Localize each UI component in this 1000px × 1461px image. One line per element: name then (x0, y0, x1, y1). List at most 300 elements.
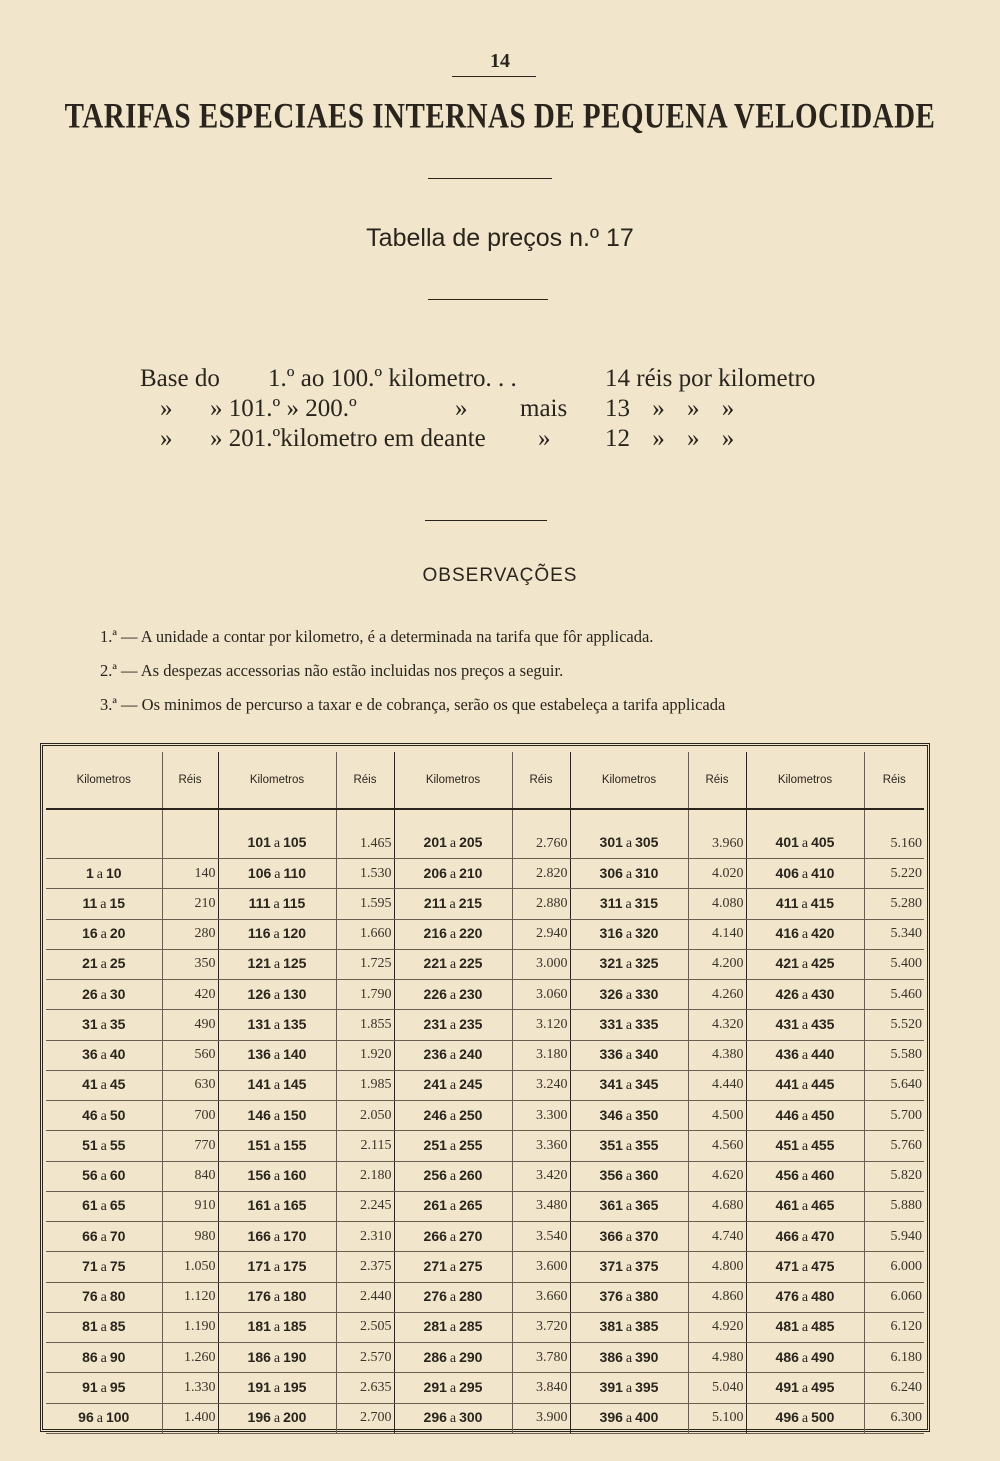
km-to: 105 (283, 834, 307, 850)
km-connector: a (449, 1259, 457, 1275)
km-from: 121 (247, 955, 271, 972)
km-connector: a (96, 866, 103, 882)
km-to: 70 (109, 1227, 126, 1244)
reis-cell: 490 (162, 1010, 218, 1040)
km-from: 431 (775, 1015, 799, 1032)
km-range-cell (394, 1343, 512, 1373)
reis-cell: 1.330 (162, 1373, 218, 1403)
km-connector: a (801, 1138, 809, 1154)
km-to: 60 (109, 1167, 126, 1184)
km-range-cell (46, 1040, 162, 1070)
km-from: 381 (599, 1318, 623, 1335)
reis-cell: 700 (162, 1101, 218, 1131)
km-from: 181 (247, 1318, 271, 1335)
km-from: 396 (599, 1409, 623, 1426)
km-to: 165 (283, 1197, 307, 1214)
km-to: 155 (283, 1136, 307, 1153)
km-range-cell (746, 1191, 864, 1221)
km-from: 296 (423, 1409, 447, 1426)
km-range-cell (218, 980, 336, 1010)
km-to: 395 (635, 1378, 659, 1395)
km-range-cell (46, 1131, 162, 1161)
km-connector: a (273, 836, 281, 851)
km-from: 311 (599, 894, 623, 911)
km-range-cell (218, 1070, 336, 1100)
km-from: 246 (423, 1106, 447, 1123)
km-range-cell (46, 1252, 162, 1282)
km-from: 216 (423, 925, 447, 942)
reis-cell: 2.820 (512, 859, 570, 889)
km-to: 35 (109, 1015, 126, 1032)
column-header-kilometros: Kilometros (746, 752, 864, 809)
km-range-cell (394, 1282, 512, 1312)
km-connector: a (273, 1078, 281, 1094)
km-to: 50 (109, 1106, 126, 1123)
column-header-reis: Réis (336, 752, 394, 809)
table-row (46, 1282, 924, 1312)
reis-cell: 1.920 (336, 1040, 394, 1070)
km-range-cell (746, 949, 864, 979)
km-to: 160 (283, 1167, 307, 1184)
km-to: 170 (283, 1227, 307, 1244)
km-range-cell (394, 1101, 512, 1131)
reis-cell: 5.460 (864, 980, 924, 1010)
km-to: 150 (283, 1106, 307, 1123)
km-from: 276 (423, 1288, 447, 1305)
km-to: 30 (109, 985, 126, 1002)
km-from: 336 (599, 1046, 623, 1063)
reis-cell: 2.440 (336, 1282, 394, 1312)
reis-cell: 3.600 (512, 1252, 570, 1282)
km-range-cell (570, 1040, 688, 1070)
km-from: 366 (599, 1227, 623, 1244)
km-from: 151 (247, 1136, 271, 1153)
reis-cell: 5.280 (864, 889, 924, 919)
km-connector: a (801, 866, 809, 882)
km-from: 166 (247, 1227, 271, 1244)
km-to: 25 (109, 955, 126, 972)
km-connector: a (625, 1169, 633, 1185)
column-header-kilometros: Kilometros (394, 752, 512, 809)
table-row (46, 949, 924, 979)
reis-cell: 3.960 (688, 809, 746, 859)
km-range-cell (394, 1040, 512, 1070)
km-range-cell (746, 809, 864, 859)
km-to: 445 (811, 1076, 835, 1093)
km-to: 220 (459, 925, 483, 942)
observations-title: OBSERVAÇÕES (422, 565, 578, 586)
reis-cell: 3.540 (512, 1222, 570, 1252)
reis-cell: 2.940 (512, 919, 570, 949)
km-range-cell (746, 1101, 864, 1131)
km-to: 80 (109, 1288, 126, 1305)
km-from: 36 (82, 1046, 98, 1063)
km-connector: a (274, 866, 281, 882)
km-range-cell (46, 1282, 162, 1312)
km-connector: a (449, 896, 456, 912)
base-range: » 101.º » 200.º (210, 395, 357, 422)
reis-cell: 6.300 (864, 1403, 924, 1433)
km-connector: a (449, 957, 457, 973)
km-from: 416 (775, 925, 799, 942)
reis-cell: 1.190 (162, 1312, 218, 1342)
base-rate: 13 » » » (605, 395, 735, 422)
reis-cell: 1.465 (336, 809, 394, 859)
km-connector: a (100, 1017, 107, 1033)
km-range-cell (746, 1070, 864, 1100)
km-range-cell (46, 1161, 162, 1191)
base-rate: 14 réis por kilometro (605, 365, 816, 392)
km-range-cell (570, 889, 688, 919)
km-from: 156 (247, 1167, 271, 1184)
km-to: 215 (458, 894, 483, 911)
km-connector: a (625, 1048, 633, 1064)
km-range-cell (394, 809, 512, 859)
km-range-cell (746, 1040, 864, 1070)
km-range-cell (218, 1403, 336, 1433)
km-connector: a (100, 1380, 107, 1396)
reis-cell: 5.220 (864, 859, 924, 889)
reis-cell: 3.840 (512, 1373, 570, 1403)
km-connector: a (625, 957, 633, 973)
km-to: 415 (810, 894, 835, 911)
km-to: 270 (459, 1227, 483, 1244)
km-connector: a (801, 1169, 809, 1185)
reis-cell: 4.200 (688, 949, 746, 979)
km-connector: a (449, 1320, 457, 1336)
table-row (46, 1070, 924, 1100)
km-from: 91 (82, 1378, 98, 1395)
reis-cell: 4.080 (688, 889, 746, 919)
km-to: 295 (459, 1378, 483, 1395)
column-header-reis: Réis (688, 752, 746, 809)
km-range-cell (394, 889, 512, 919)
km-to: 235 (459, 1015, 483, 1032)
km-connector: a (449, 1229, 457, 1245)
reis-cell: 1.400 (162, 1403, 218, 1433)
km-from: 271 (423, 1257, 447, 1274)
page-number-rule (452, 76, 536, 77)
km-to: 225 (459, 955, 483, 972)
km-from: 411 (775, 894, 799, 911)
km-range-cell (218, 1343, 336, 1373)
km-from: 321 (599, 955, 623, 972)
km-to: 300 (459, 1409, 483, 1426)
reis-cell: 1.530 (336, 859, 394, 889)
km-to: 440 (811, 1046, 835, 1063)
km-connector: a (273, 1320, 281, 1336)
km-connector: a (273, 957, 281, 973)
divider (425, 520, 547, 521)
km-connector: a (625, 836, 633, 851)
km-connector: a (625, 927, 633, 943)
km-to: 465 (811, 1197, 835, 1214)
reis-cell: 3.900 (512, 1403, 570, 1433)
km-range-cell (746, 1161, 864, 1191)
km-from: 211 (423, 894, 447, 911)
km-connector: a (273, 1380, 281, 1396)
km-range-cell (570, 859, 688, 889)
km-from: 26 (82, 985, 98, 1002)
reis-cell: 3.000 (512, 949, 570, 979)
column-header-kilometros: Kilometros (218, 752, 336, 809)
km-connector: a (625, 1138, 633, 1154)
reis-cell: 6.180 (864, 1343, 924, 1373)
reis-cell: 1.855 (336, 1010, 394, 1040)
km-range-cell (46, 919, 162, 949)
reis-cell: 2.760 (512, 809, 570, 859)
km-range-cell (394, 1312, 512, 1342)
km-range-cell (570, 1191, 688, 1221)
km-from: 346 (599, 1106, 623, 1123)
km-connector: a (801, 957, 809, 973)
km-from: 51 (82, 1136, 98, 1153)
km-from: 386 (599, 1348, 623, 1365)
reis-cell: 420 (162, 980, 218, 1010)
km-range-cell (746, 889, 864, 919)
tariff-table (46, 752, 924, 1434)
km-connector: a (801, 1380, 809, 1396)
km-to: 360 (635, 1167, 659, 1184)
km-range-cell (570, 809, 688, 859)
base-range: » 201.ºkilometro em deante (210, 425, 486, 452)
km-connector: a (449, 987, 457, 1003)
reis-cell: 5.880 (864, 1191, 924, 1221)
km-to: 125 (283, 955, 307, 972)
km-to: 140 (283, 1046, 307, 1063)
km-to: 75 (109, 1257, 126, 1274)
reis-cell: 4.020 (688, 859, 746, 889)
km-range-cell (570, 1222, 688, 1252)
km-connector: a (625, 1350, 633, 1366)
km-from: 141 (247, 1076, 271, 1093)
km-to: 485 (811, 1318, 835, 1335)
table-row (46, 980, 924, 1010)
km-to: 350 (635, 1106, 659, 1123)
divider (428, 178, 552, 179)
km-connector: a (100, 927, 107, 943)
km-from: 41 (82, 1076, 98, 1093)
km-from: 446 (775, 1106, 799, 1123)
km-to: 250 (459, 1106, 483, 1123)
reis-cell: 210 (162, 889, 218, 919)
reis-cell: 4.680 (688, 1191, 746, 1221)
km-range-cell (570, 1403, 688, 1433)
km-to: 325 (635, 955, 659, 972)
observation-item: 1.ª — A unidade a contar por kilometro, é a determinada na tarifa que fôr applicada. (100, 627, 654, 646)
km-connector: a (625, 1290, 633, 1306)
km-connector: a (449, 1350, 457, 1366)
km-from: 291 (423, 1378, 447, 1395)
km-range-cell (218, 1312, 336, 1342)
km-to: 380 (635, 1288, 659, 1305)
km-from: 261 (423, 1197, 447, 1214)
km-from: 301 (599, 834, 623, 850)
km-from: 86 (82, 1348, 98, 1365)
reis-cell: 840 (162, 1161, 218, 1191)
reis-cell: 3.480 (512, 1191, 570, 1221)
table-row (46, 1343, 924, 1373)
km-to: 120 (282, 925, 307, 942)
km-from: 76 (82, 1288, 98, 1305)
reis-cell: 3.780 (512, 1343, 570, 1373)
km-range-cell (218, 1010, 336, 1040)
reis-cell: 5.640 (864, 1070, 924, 1100)
km-connector: a (449, 836, 457, 851)
table-row (46, 1101, 924, 1131)
km-from: 231 (423, 1015, 447, 1032)
km-range-cell (218, 1373, 336, 1403)
km-connector: a (273, 1138, 281, 1154)
reis-cell: 5.340 (864, 919, 924, 949)
km-from: 106 (247, 864, 272, 881)
km-connector: a (449, 1108, 457, 1124)
km-to: 470 (811, 1227, 835, 1244)
km-to: 55 (109, 1136, 126, 1153)
km-connector: a (273, 1017, 281, 1033)
reis-cell: 3.300 (512, 1101, 570, 1131)
km-range-cell (570, 919, 688, 949)
column-header-reis: Réis (512, 752, 570, 809)
table-row (46, 1403, 924, 1433)
km-from: 131 (247, 1015, 271, 1032)
km-from: 201 (423, 834, 447, 850)
km-from: 56 (82, 1167, 98, 1184)
km-to: 65 (109, 1197, 126, 1214)
km-range-cell (218, 1161, 336, 1191)
reis-cell: 4.140 (688, 919, 746, 949)
km-to: 315 (634, 894, 659, 911)
km-from: 46 (82, 1106, 98, 1123)
ditto-mark: » (160, 425, 173, 452)
km-from: 61 (82, 1197, 98, 1214)
km-connector: a (100, 1290, 107, 1306)
km-to: 355 (635, 1136, 659, 1153)
km-connector: a (801, 1229, 809, 1245)
km-range-cell (570, 949, 688, 979)
reis-cell: 2.635 (336, 1373, 394, 1403)
km-connector: a (449, 1169, 457, 1185)
km-connector: a (449, 927, 457, 943)
km-connector: a (273, 1259, 281, 1275)
reis-cell: 5.580 (864, 1040, 924, 1070)
km-range-cell (218, 949, 336, 979)
reis-cell: 1.260 (162, 1343, 218, 1373)
km-to: 15 (109, 894, 126, 911)
km-from: 251 (423, 1136, 447, 1153)
km-connector: a (625, 1108, 633, 1124)
km-range-cell (218, 1101, 336, 1131)
reis-cell: 3.240 (512, 1070, 570, 1100)
km-connector: a (96, 1411, 103, 1427)
reis-cell: 1.660 (336, 919, 394, 949)
km-range-cell (218, 1282, 336, 1312)
km-to: 305 (635, 834, 659, 850)
km-from: 221 (423, 955, 447, 972)
km-to: 475 (811, 1257, 835, 1274)
km-from: 401 (775, 834, 799, 850)
km-connector: a (801, 1017, 809, 1033)
km-from: 456 (775, 1167, 799, 1184)
km-to: 240 (459, 1046, 483, 1063)
ditto-mark: » (538, 425, 551, 452)
km-connector: a (449, 1138, 457, 1154)
km-to: 375 (635, 1257, 659, 1274)
km-from: 331 (599, 1015, 623, 1032)
km-to: 275 (459, 1257, 483, 1274)
km-range-cell (746, 1131, 864, 1161)
km-from: 136 (247, 1046, 271, 1063)
km-to: 320 (635, 925, 659, 942)
reis-cell: 5.040 (688, 1373, 746, 1403)
km-from: 266 (423, 1227, 447, 1244)
reis-cell: 3.720 (512, 1312, 570, 1342)
base-rate: 12 » » » (605, 425, 735, 452)
km-range-cell (46, 859, 162, 889)
km-range-cell (746, 980, 864, 1010)
reis-cell: 5.400 (864, 949, 924, 979)
km-range-cell (394, 949, 512, 979)
km-from: 481 (775, 1318, 799, 1335)
km-from: 241 (423, 1076, 447, 1093)
reis-cell: 350 (162, 949, 218, 979)
table-row (46, 1010, 924, 1040)
km-from: 146 (247, 1106, 271, 1123)
km-from: 31 (82, 1015, 98, 1032)
reis-cell: 4.260 (688, 980, 746, 1010)
km-connector: a (100, 1229, 107, 1245)
km-to: 185 (283, 1318, 307, 1335)
column-header-reis: Réis (162, 752, 218, 809)
km-to: 175 (283, 1257, 307, 1274)
km-to: 310 (635, 864, 659, 881)
km-connector: a (449, 866, 457, 882)
column-header-kilometros: Kilometros (46, 752, 162, 809)
km-range-cell (746, 1282, 864, 1312)
km-range-cell (746, 1312, 864, 1342)
reis-cell: 5.100 (688, 1403, 746, 1433)
km-connector: a (801, 1108, 809, 1124)
km-from: 461 (775, 1197, 799, 1214)
reis-cell: 4.560 (688, 1131, 746, 1161)
km-connector: a (625, 987, 633, 1003)
km-range-cell (46, 1343, 162, 1373)
km-connector: a (273, 1229, 281, 1245)
km-from: 451 (775, 1136, 799, 1153)
km-to: 285 (459, 1318, 483, 1335)
km-to: 130 (283, 985, 307, 1002)
km-from: 341 (599, 1076, 623, 1093)
km-to: 180 (283, 1288, 307, 1305)
km-to: 280 (459, 1288, 483, 1305)
reis-cell: 3.420 (512, 1161, 570, 1191)
km-range-cell (746, 859, 864, 889)
km-from: 471 (775, 1257, 799, 1274)
km-to: 195 (283, 1378, 307, 1395)
reis-cell: 5.160 (864, 809, 924, 859)
table-row (46, 1222, 924, 1252)
km-connector: a (273, 1199, 281, 1215)
reis-cell: 3.120 (512, 1010, 570, 1040)
km-to: 400 (635, 1409, 659, 1426)
km-from: 356 (599, 1167, 623, 1184)
km-to: 255 (459, 1136, 483, 1153)
km-range-cell (570, 1282, 688, 1312)
km-to: 495 (811, 1378, 835, 1395)
km-range-cell (570, 1252, 688, 1282)
km-connector: a (801, 1048, 809, 1064)
km-connector: a (449, 1199, 457, 1215)
